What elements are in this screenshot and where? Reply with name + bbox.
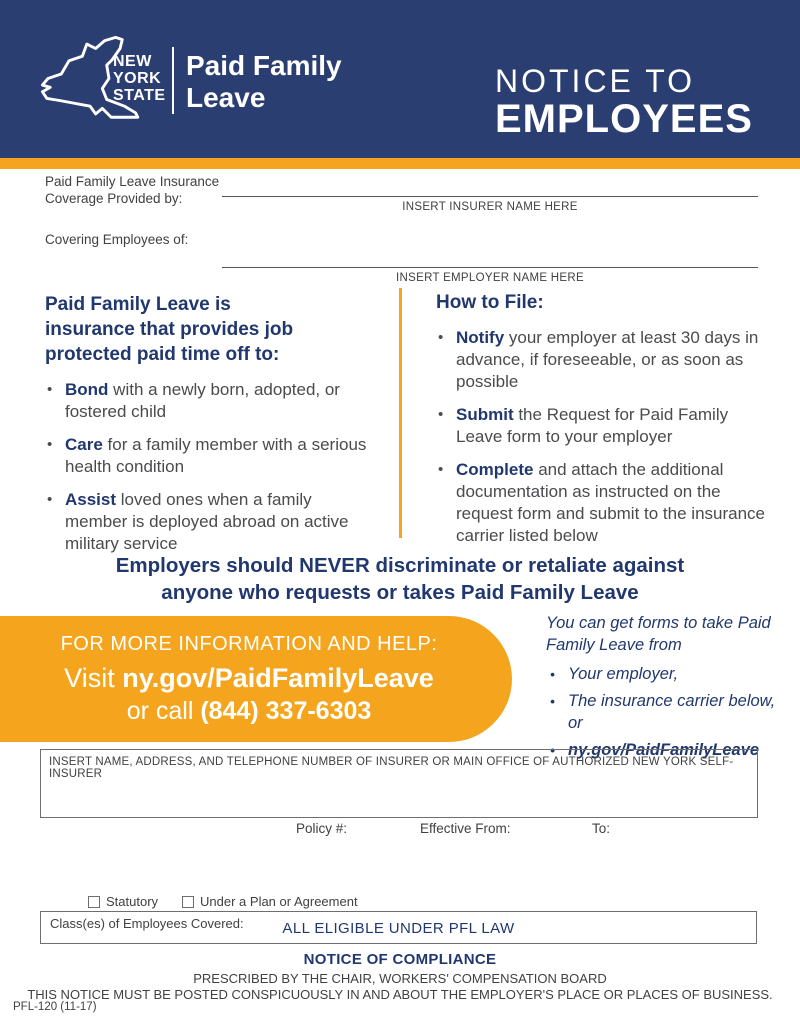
bullet-text: for a family member with a serious health condition [65, 435, 367, 476]
insurer-details-box[interactable] [40, 749, 758, 818]
notice-title-line1: NOTICE TO [495, 63, 696, 99]
bullet-lead: Assist [65, 490, 117, 509]
posting-requirement-line: THIS NOTICE MUST BE POSTED CONSPICUOUSLY IN AND ABOUT THE EMPLOYER'S PLACE OR PLACES OF BUSINESS. [27, 987, 773, 1002]
column-divider [399, 288, 402, 538]
employer-name-field[interactable] [222, 267, 758, 268]
logo-state-line: NEW [113, 53, 152, 70]
bullet-lead: Care [65, 435, 103, 454]
insurer-details-placeholder: INSERT NAME, ADDRESS, AND TELEPHONE NUMBER OF INSURER OR MAIN OFFICE OF AUTHORIZED NEW YORK SELF-INSURER [49, 756, 734, 780]
insurer-name-field[interactable] [222, 196, 758, 197]
info-banner-title: FOR MORE INFORMATION AND HELP: [60, 632, 438, 655]
coverage-provided-label: Paid Family Leave Insurance Coverage Provided by: [45, 174, 220, 206]
prescribed-line: PRESCRIBED BY THE CHAIR, WORKERS' COMPENSATION BOARD [193, 971, 607, 986]
list-item [436, 459, 766, 547]
benefits-heading: Paid Family Leave is insurance that provides job protected paid time off to: [45, 294, 294, 365]
list-item: • Your employer, [546, 663, 791, 685]
benefits-list [45, 379, 390, 555]
logo-program-name [186, 50, 342, 114]
list-item [45, 379, 375, 423]
website-url[interactable]: ny.gov/PaidFamilyLeave [122, 662, 434, 693]
form-number: PFL-120 (11-17) [13, 1001, 97, 1013]
insurer-name-placeholder: INSERT INSURER NAME HERE [402, 201, 578, 213]
effective-from-label: Effective From: [420, 821, 511, 836]
website-line-lead: Visit [64, 662, 123, 693]
how-to-file-heading: How to File: [436, 292, 544, 313]
phone-number[interactable]: (844) 337-6303 [200, 696, 372, 725]
bullet-text: the Request for Paid Family Leave form to your employer [456, 405, 729, 446]
plan-agreement-label: Under a Plan or Agreement [200, 894, 358, 909]
forms-info [546, 612, 791, 766]
employer-name-placeholder: INSERT EMPLOYER NAME HERE [396, 272, 584, 284]
logo-state-line: YORK [113, 70, 162, 87]
statutory-option [88, 894, 158, 909]
list-item [45, 489, 375, 555]
phone-line-lead: or call [126, 696, 201, 725]
notice-title-line2: EMPLOYEES [495, 97, 753, 141]
discrimination-statement: Employers should NEVER discriminate or retaliate against anyone who requests or takes Paid Family Leave [115, 554, 685, 604]
bullet-lead: Bond [65, 380, 109, 399]
forms-info-list [546, 663, 791, 761]
info-banner [0, 616, 512, 742]
bullet-text: with a newly born, adopted, or fostered child [65, 380, 340, 421]
covering-employees-label: Covering Employees of: [45, 232, 189, 247]
list-item: • The insurance carrier below, or [546, 690, 791, 734]
bullet-text: loved ones when a family member is deployed abroad on active military service [65, 490, 349, 553]
list-item [436, 404, 766, 448]
notice-of-compliance-title: NOTICE OF COMPLIANCE [303, 951, 497, 968]
policy-number-label: Policy #: [296, 821, 348, 836]
header-accent-strip [0, 158, 800, 169]
logo-divider [172, 47, 174, 114]
bullet-lead: Complete [456, 460, 534, 479]
statutory-label: Statutory [106, 894, 159, 909]
bullet-lead: Notify [456, 328, 505, 347]
how-to-file-list [436, 327, 776, 547]
plan-agreement-checkbox[interactable] [182, 896, 194, 908]
plan-agreement-option [182, 894, 358, 909]
to-label: To: [592, 821, 611, 836]
how-to-file-column [436, 290, 776, 558]
logo-program-line: Leave [186, 82, 266, 113]
classes-covered-box[interactable] [40, 911, 757, 944]
coverage-type-checkboxes [88, 894, 358, 909]
classes-covered-value: ALL ELIGIBLE UNDER PFL LAW [282, 920, 515, 937]
list-item [436, 327, 766, 393]
list-item [45, 434, 375, 478]
logo-state-name [113, 53, 166, 104]
bullet-lead: Submit [456, 405, 514, 424]
statutory-checkbox[interactable] [88, 896, 100, 908]
bullet-text: and attach the additional documentation as instructed on the request form and submit to the insurance carrier listed below [456, 460, 765, 545]
benefits-column [45, 292, 390, 566]
classes-covered-label: Class(es) of Employees Covered: [50, 916, 244, 931]
logo-program-line: Paid Family [186, 50, 342, 81]
bullet-text: your employer at least 30 days in advance, if foreseeable, or as soon as possible [456, 328, 759, 391]
list-item: • ny.gov/PaidFamilyLeave [546, 739, 791, 761]
website-line [64, 663, 434, 694]
page-title [495, 64, 753, 140]
logo-state-line: STATE [113, 87, 166, 104]
header-banner [0, 0, 800, 158]
forms-info-intro: You can get forms to take Paid Family Leave from [546, 614, 771, 654]
phone-line [127, 697, 372, 726]
